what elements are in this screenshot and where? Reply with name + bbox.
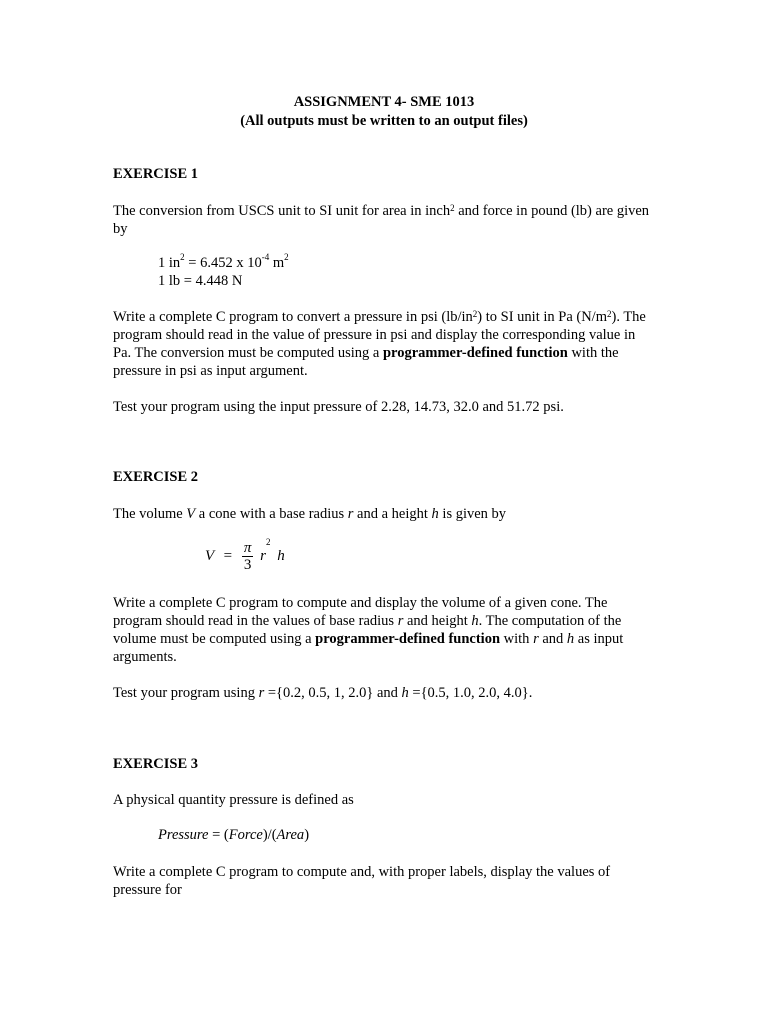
exercise-2-instructions: Write a complete C program to compute and display the volume of a given cone. The program should read in the values of base radius r and height h. The computation of the volume must be computed using a programmer-defined function with r and h as input arguments. bbox=[113, 595, 624, 665]
exercise-3-intro: A physical quantity pressure is defined as bbox=[113, 792, 354, 808]
exercise-2-intro: The volume V a cone with a base radius r and a height h is given by bbox=[113, 506, 507, 522]
force-conversion-equation: 1 lb = 4.448 N bbox=[158, 273, 243, 289]
exercise-2-test: Test your program using r ={0.2, 0.5, 1, 2.0} and h ={0.5, 1.0, 2.0, 4.0}. bbox=[113, 685, 533, 701]
assignment-title: ASSIGNMENT 4- SME 1013 bbox=[293, 94, 475, 110]
exercise-1-heading: EXERCISE 1 bbox=[113, 166, 199, 182]
exercise-1-intro: The conversion from USCS unit to SI unit for area in inch$^2$ and force in pound (lb) are given by bbox=[113, 203, 650, 237]
exercise-3-heading: EXERCISE 3 bbox=[113, 756, 199, 772]
exercise-2-heading: EXERCISE 2 bbox=[113, 469, 199, 485]
exercise-3-instructions: Write a complete C program to compute and, with proper labels, display the values of pressure for bbox=[113, 864, 611, 898]
pressure-formula: Pressure = (Force)/(Area) bbox=[158, 827, 310, 843]
exercise-1-instructions: Write a complete C program to convert a pressure in psi $(lb/in^2)$ to SI unit in Pa $(N/m^2)$. The program should read in the value of pressure in psi and display the corresponding value in Pa. The conversion must be computed using a programmer-defined function with the pressure in psi as input argument. bbox=[113, 309, 646, 379]
assignment-subtitle: (All outputs must be written to an output files) bbox=[240, 113, 528, 129]
exercise-1-test: Test your program using the input pressure of 2.28, 14.73, 32.0 and 51.72 psi. bbox=[113, 399, 564, 415]
cone-volume-formula: V = $\frac{\pi}{3}$ $r^2$ h bbox=[205, 537, 285, 573]
pi-over-three-fraction: $\frac{\pi}{3}$ bbox=[243, 540, 252, 573]
area-conversion-equation: 1 $in^2 = 6.452$ x $10^{-4}$ $m^2$ bbox=[158, 252, 289, 271]
